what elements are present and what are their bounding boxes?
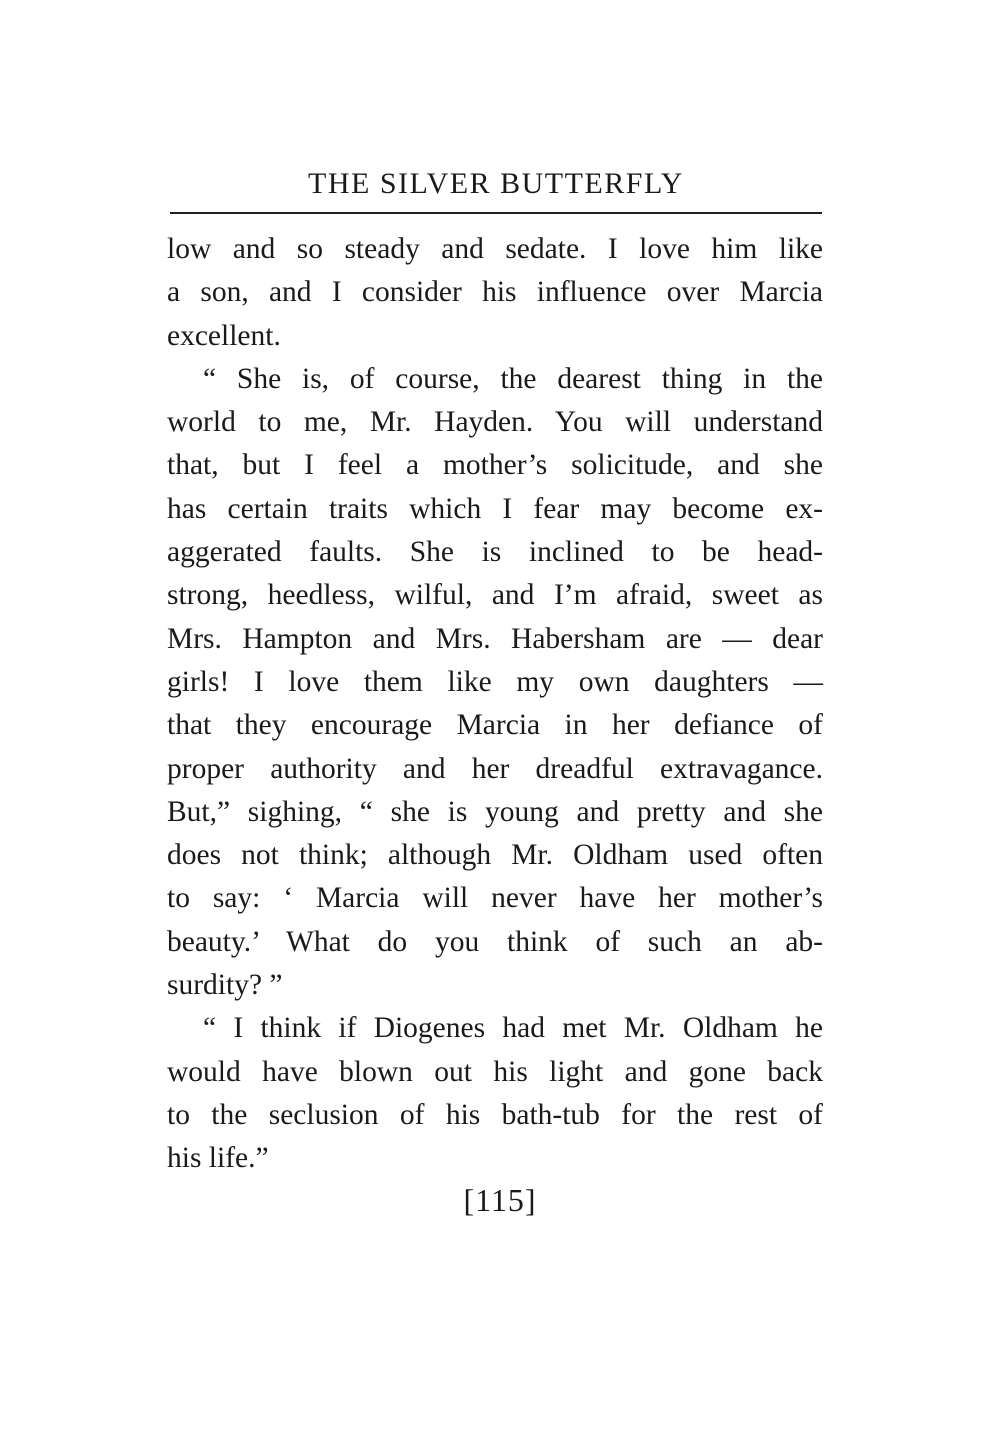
running-head: THE SILVER BUTTERFLY [308,167,684,200]
text-line: beauty.’ What do you think of such an ab- [167,925,823,958]
text-line: strong, heedless, wilful, and I’m afraid, sweet as [167,579,823,612]
text-line: aggerated faults. She is inclined to be head- [167,536,823,569]
text-line: But,” sighing, “ she is young and pretty and she [167,795,823,828]
text-line: has certain traits which I fear may become ex- [167,492,823,525]
text-line: would have blown out his light and gone back [167,1055,823,1088]
text-line: that they encourage Marcia in her defiance of [167,709,823,742]
text-line: excellent. [167,319,281,352]
text-line: a son, and I consider his influence over Marcia [167,276,823,309]
text-line: “ I think if Diogenes had met Mr. Oldham he [203,1012,823,1045]
text-line: does not think; although Mr. Oldham used often [167,839,823,872]
page-number: [115] [463,1182,537,1218]
body-text [167,228,823,1181]
text-line: his life.” [167,1142,269,1175]
text-line: to the seclusion of his bath-tub for the rest of [167,1098,823,1131]
text-line: “ She is, of course, the dearest thing in the [203,362,823,395]
text-line: Mrs. Hampton and Mrs. Habersham are — dear [167,622,823,655]
text-line: to say: ‘ Marcia will never have her mother’s [167,882,823,915]
text-line: girls! I love them like my own daughters — [167,665,823,698]
text-line: surdity? ” [167,969,283,1002]
text-line: proper authority and her dreadful extravagance. [167,752,823,785]
header-rule [170,212,822,214]
text-line: that, but I feel a mother’s solicitude, and she [167,449,823,482]
text-line: world to me, Mr. Hayden. You will understand [167,406,823,439]
text-line: low and so steady and sedate. I love him like [167,233,823,265]
